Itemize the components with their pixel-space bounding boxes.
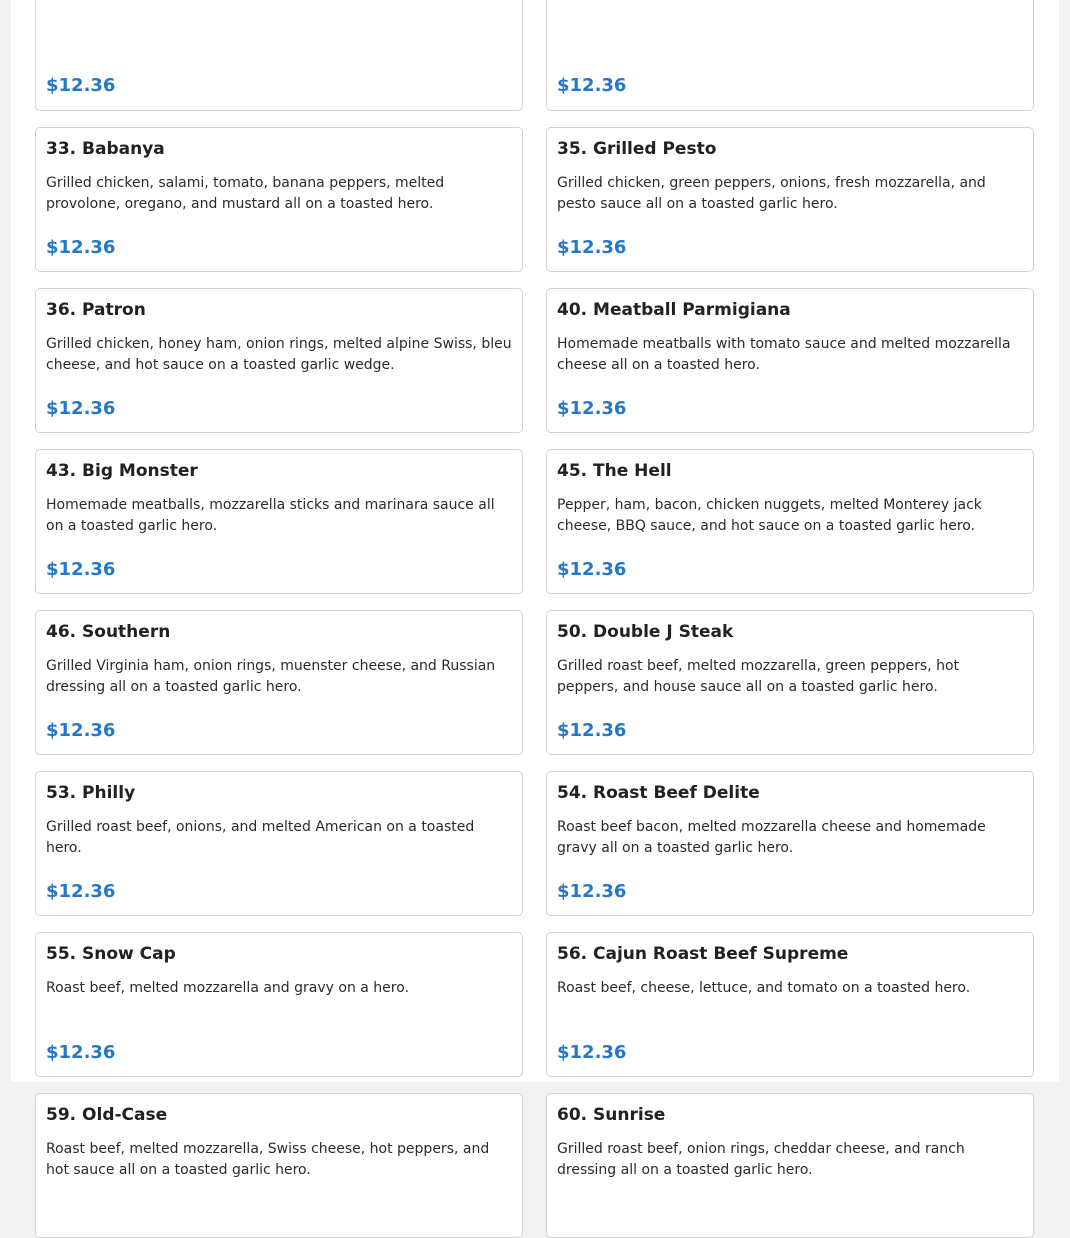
item-price: $12.36 — [557, 881, 627, 902]
item-price: $12.36 — [557, 559, 627, 580]
item-description: Roast beef, melted mozzarella, Swiss cheese, hot peppers, and hot sauce all on a toasted garlic hero. — [46, 1141, 490, 1178]
item-price: $12.36 — [557, 75, 627, 96]
menu-grid — [35, 0, 1034, 1238]
item-price: $12.36 — [46, 75, 116, 96]
menu-item-card[interactable] — [546, 610, 1034, 755]
item-name: 33. Babanya — [46, 139, 165, 159]
item-description: Roast beef, melted mozzarella and gravy on a hero. — [46, 980, 410, 996]
menu-item-card[interactable] — [546, 1093, 1034, 1238]
menu-item-card[interactable] — [35, 932, 523, 1077]
item-name: 40. Meatball Parmigiana — [557, 300, 791, 320]
item-price: $12.36 — [46, 720, 116, 741]
menu-item-card[interactable] — [546, 932, 1034, 1077]
item-price: $12.36 — [557, 237, 627, 258]
item-price: $12.36 — [46, 881, 116, 902]
menu-item-card[interactable] — [35, 610, 523, 755]
item-name: 46. Southern — [46, 622, 171, 642]
item-price: $12.36 — [46, 1042, 116, 1063]
item-price: $12.36 — [46, 559, 116, 580]
menu-item-card[interactable] — [546, 127, 1034, 272]
item-description: Pepper, ham, bacon, chicken nuggets, melted Monterey jack cheese, BBQ sauce, and hot sauce on a toasted garlic hero. — [557, 497, 982, 534]
menu-page — [11, 0, 1059, 1178]
item-name: 60. Sunrise — [557, 1105, 666, 1125]
item-description: Homemade meatballs, mozzarella sticks and marinara sauce all on a toasted garlic hero. — [46, 497, 495, 534]
item-description: Grilled roast beef, onion rings, cheddar cheese, and ranch dressing all on a toasted garlic hero. — [557, 1141, 965, 1178]
item-name: 43. Big Monster — [46, 461, 198, 481]
menu-item-card[interactable] — [35, 449, 523, 594]
item-description: Grilled chicken, honey ham, onion rings, melted alpine Swiss, bleu cheese, and hot sauce on a toasted garlic wedge. — [46, 336, 512, 373]
item-description: Homemade meatballs with tomato sauce and melted mozzarella cheese all on a toasted hero. — [557, 336, 1011, 373]
menu-item-card[interactable] — [35, 771, 523, 916]
item-name: 53. Philly — [46, 783, 136, 803]
item-name: 54. Roast Beef Delite — [557, 783, 760, 803]
menu-item-card[interactable] — [546, 0, 1034, 111]
item-price: $12.36 — [557, 1042, 627, 1063]
item-description: Grilled roast beef, melted mozzarella, green peppers, hot peppers, and house sauce all on a toasted garlic hero. — [557, 658, 960, 695]
item-description: Grilled roast beef, onions, and melted American on a toasted hero. — [46, 819, 475, 856]
menu-item-card[interactable] — [35, 288, 523, 433]
item-name: 55. Snow Cap — [46, 944, 176, 964]
menu-item-card[interactable] — [546, 771, 1034, 916]
item-description: Grilled chicken, green peppers, onions, fresh mozzarella, and pesto sauce all on a toasted garlic hero. — [557, 175, 986, 212]
item-price: $12.36 — [557, 398, 627, 419]
item-name: 36. Patron — [46, 300, 146, 320]
item-name: 50. Double J Steak — [557, 622, 734, 642]
menu-item-card[interactable] — [35, 127, 523, 272]
item-price: $12.36 — [46, 398, 116, 419]
item-name: 56. Cajun Roast Beef Supreme — [557, 944, 849, 964]
menu-item-card[interactable] — [35, 1093, 523, 1238]
item-description: Grilled chicken, salami, tomato, banana peppers, melted provolone, oregano, and mustard all on a toasted hero. — [46, 175, 445, 212]
menu-item-card[interactable] — [35, 0, 523, 111]
item-description: Grilled Virginia ham, onion rings, muenster cheese, and Russian dressing all on a toasted garlic hero. — [46, 658, 496, 695]
item-price: $12.36 — [46, 237, 116, 258]
item-description: Roast beef, cheese, lettuce, and tomato on a toasted hero. — [557, 980, 971, 996]
item-name: 45. The Hell — [557, 461, 672, 481]
item-name: 35. Grilled Pesto — [557, 139, 717, 159]
item-price: $12.36 — [557, 720, 627, 741]
menu-item-card[interactable] — [546, 449, 1034, 594]
menu-item-card[interactable] — [546, 288, 1034, 433]
item-name: 59. Old-Case — [46, 1105, 168, 1125]
item-description: Roast beef bacon, melted mozzarella cheese and homemade gravy all on a toasted garlic hero. — [557, 819, 986, 856]
